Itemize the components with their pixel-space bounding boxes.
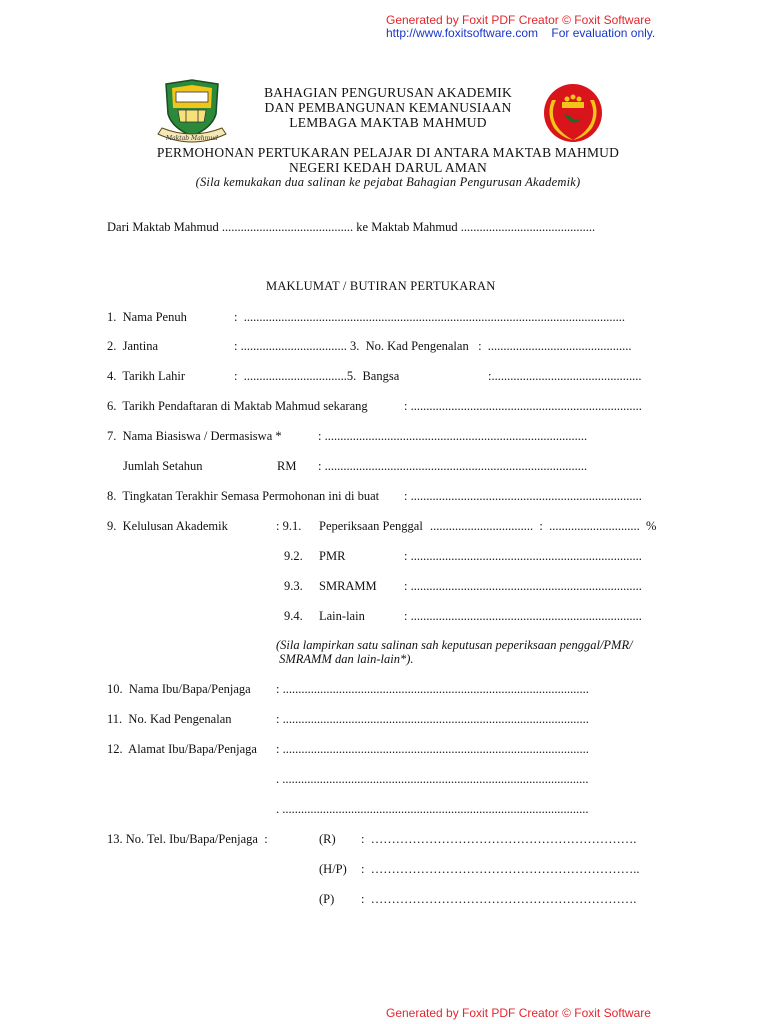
field-label-parent-address: 12. Alamat Ibu/Bapa/Penjaga: [107, 742, 257, 756]
watermark-line: Generated by Foxit PDF Creator © Foxit Software: [386, 13, 651, 27]
phone-label-home: (R): [319, 832, 336, 846]
parent-ic-field[interactable]: : ..................................................................................................: [276, 712, 589, 726]
field-label-academic: 9. Kelulusan Akademik: [107, 519, 228, 533]
scholarship-field[interactable]: : ....................................................................................: [318, 429, 588, 443]
field-label-birth-date: 4. Tarikh Lahir: [107, 369, 186, 383]
field-label-parent-phone: 13. No. Tel. Ibu/Bapa/Penjaga :: [107, 832, 268, 846]
submission-note: (Sila kemukakan dua salinan ke pejabat Bahagian Pengurusan Akademik): [195, 175, 581, 189]
header-dept-line-1: BAHAGIAN PENGURUSAN AKADEMIK: [264, 85, 512, 100]
field-label-scholarship: 7. Nama Biasiswa / Dermasiswa *: [107, 429, 282, 443]
form-title-line-2: NEGERI KEDAH DARUL AMAN: [289, 160, 487, 175]
field-label-full-name: 1. Nama Penuh: [107, 310, 187, 324]
phone-home-field[interactable]: : ……………………………………………………….: [361, 832, 637, 846]
race-field[interactable]: :................................................: [488, 369, 642, 383]
to-college-field[interactable]: ...........................................: [460, 220, 596, 234]
field-label-registration-date: 6. Tarikh Pendaftaran di Maktab Mahmud sekarang: [107, 399, 368, 413]
pmr-field[interactable]: : ..........................................................................: [404, 549, 642, 563]
watermark-url-link[interactable]: http://www.foxitsoftware.com: [386, 26, 539, 40]
sub-num-9-1: : 9.1.: [276, 519, 302, 533]
from-label: Dari Maktab Mahmud: [107, 220, 219, 234]
gender-and-ic-field[interactable]: : .................................. 3. No. Kad Pengenalan : ..............................................: [234, 339, 632, 353]
field-label-others: Lain-lain: [319, 609, 365, 623]
watermark-eval-text: For evaluation only.: [551, 26, 656, 40]
transfer-line: [107, 220, 595, 235]
sub-num-9-3: 9.3.: [284, 579, 303, 593]
annual-amount-field[interactable]: : ....................................................................................: [318, 459, 588, 473]
smramm-field[interactable]: : ..........................................................................: [404, 579, 642, 593]
header-dept-line-3: LEMBAGA MAKTAB MAHMUD: [289, 115, 487, 130]
field-label-parent-name: 10. Nama Ibu/Bapa/Penjaga: [107, 682, 251, 696]
parent-name-field[interactable]: : ..................................................................................................: [276, 682, 589, 696]
field-label-last-form: 8. Tingkatan Terakhir Semasa Permohonan ini di buat: [107, 489, 380, 503]
field-label-parent-ic: 11. No. Kad Pengenalan: [107, 712, 232, 726]
parent-address-field-2[interactable]: . ..................................................................................................: [276, 772, 589, 786]
watermark-line-bottom: Generated by Foxit PDF Creator © Foxit Software: [386, 1006, 651, 1020]
registration-date-field[interactable]: : ..........................................................................: [404, 399, 642, 413]
phone-label-mobile: (H/P): [319, 862, 347, 876]
parent-address-field-3[interactable]: . ..................................................................................................: [276, 802, 589, 816]
birth-date-field[interactable]: : .................................5. Bangsa: [234, 369, 400, 383]
watermark-url-line: [386, 26, 655, 40]
full-name-field[interactable]: : ..........................................................................................................................: [234, 310, 625, 324]
section-title: MAKLUMAT / BUTIRAN PERTUKARAN: [266, 279, 496, 293]
shield-ribbon-text: Maktab Mahmud: [165, 135, 219, 142]
attachment-note-line-1: (Sila lampirkan satu salinan sah keputusan peperiksaan penggal/PMR/: [276, 638, 633, 652]
last-form-field[interactable]: : ..........................................................................: [404, 489, 642, 503]
sub-num-9-2: 9.2.: [284, 549, 303, 563]
header-dept-line-2: DAN PEMBANGUNAN KEMANUSIAAN: [264, 100, 512, 115]
phone-label-office: (P): [319, 892, 335, 906]
phone-mobile-field[interactable]: : ………………………………………………………..: [361, 862, 640, 876]
field-label-pmr: PMR: [319, 549, 346, 563]
form-title-line-1: PERMOHONAN PERTUKARAN PELAJAR DI ANTARA MAKTAB MAHMUD: [156, 145, 620, 160]
phone-office-field[interactable]: : ……………………………………………………….: [361, 892, 637, 906]
to-label: ke Maktab Mahmud: [356, 220, 458, 234]
from-college-field[interactable]: ..........................................: [221, 220, 354, 234]
sub-num-9-4: 9.4.: [284, 609, 303, 623]
parent-address-field-1[interactable]: : ..................................................................................................: [276, 742, 589, 756]
term-exam-field[interactable]: ................................. : ............................. %: [430, 519, 657, 533]
others-field[interactable]: : ..........................................................................: [404, 609, 642, 623]
field-label-smramm: SMRAMM: [319, 579, 377, 593]
field-label-term-exam: Peperiksaan Penggal: [319, 519, 423, 533]
field-label-gender: 2. Jantina: [107, 339, 159, 353]
field-label-annual-amount: Jumlah Setahun: [123, 459, 203, 473]
attachment-note-line-2: SMRAMM dan lain-lain*).: [276, 652, 414, 666]
currency-label: RM: [277, 459, 297, 473]
